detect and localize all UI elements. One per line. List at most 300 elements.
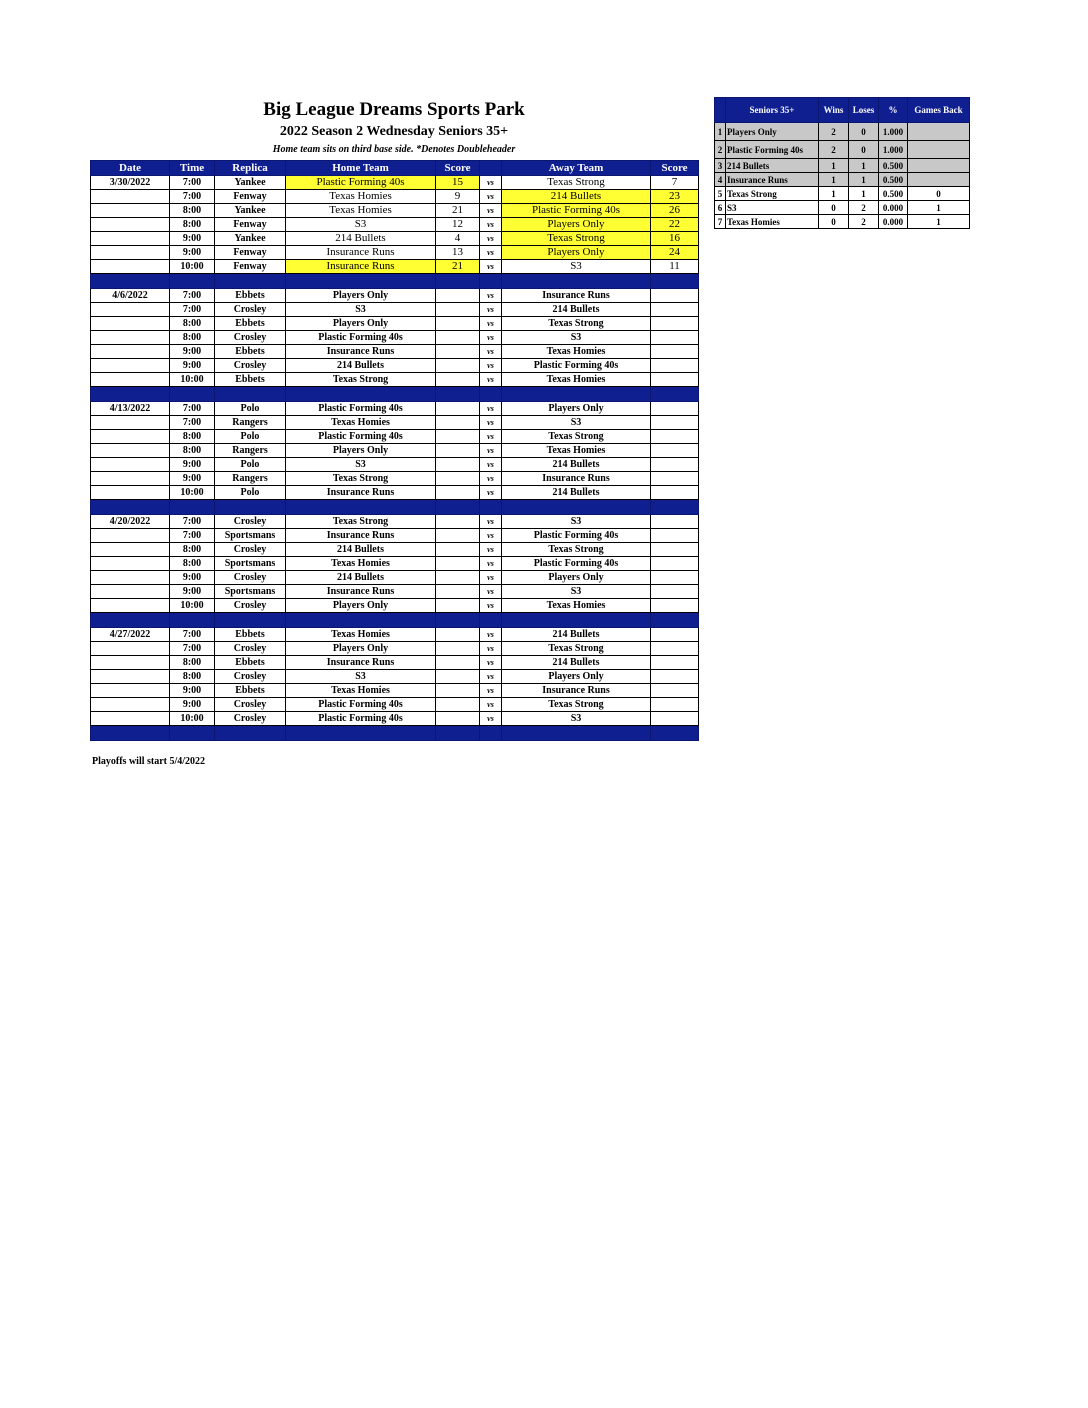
game-time: 9:00 (170, 585, 215, 599)
standings-pct: 1.000 (879, 123, 908, 141)
home-score (436, 303, 480, 317)
standings-rank: 3 (715, 159, 726, 173)
game-date-empty (91, 585, 170, 599)
standings-games-back: 1 (908, 201, 970, 215)
standings-row (715, 187, 970, 201)
standings-loses: 1 (849, 159, 879, 173)
home-score (436, 599, 480, 613)
away-score (651, 712, 699, 726)
schedule-row (91, 543, 699, 557)
schedule-row (91, 670, 699, 684)
game-time: 7:00 (170, 628, 215, 642)
vs-label: vs (480, 176, 502, 190)
away-team: Players Only (502, 218, 651, 232)
away-team: Texas Homies (502, 373, 651, 387)
away-team: Texas Strong (502, 543, 651, 557)
game-date-empty (91, 486, 170, 500)
separator-cell (502, 500, 651, 515)
game-time: 8:00 (170, 670, 215, 684)
game-date-empty (91, 190, 170, 204)
vs-label: vs (480, 232, 502, 246)
game-time: 8:00 (170, 444, 215, 458)
game-field: Rangers (215, 444, 286, 458)
game-field: Crosley (215, 712, 286, 726)
away-score (651, 656, 699, 670)
game-time: 8:00 (170, 317, 215, 331)
game-date-empty (91, 260, 170, 274)
vs-label: vs (480, 458, 502, 472)
standings-row (715, 123, 970, 141)
away-score (651, 628, 699, 642)
standings-pct: 1.000 (879, 141, 908, 159)
vs-label: vs (480, 571, 502, 585)
home-score (436, 656, 480, 670)
separator-cell (215, 613, 286, 628)
vs-label: vs (480, 246, 502, 260)
home-team: Plastic Forming 40s (286, 176, 436, 190)
away-team: Plastic Forming 40s (502, 359, 651, 373)
vs-label: vs (480, 416, 502, 430)
standings-team: S3 (726, 201, 819, 215)
standings-wins: 1 (819, 159, 849, 173)
vs-label: vs (480, 218, 502, 232)
standings-row (715, 201, 970, 215)
game-time: 9:00 (170, 698, 215, 712)
standings-pct: 0.000 (879, 201, 908, 215)
separator-cell (480, 387, 502, 402)
game-field: Polo (215, 458, 286, 472)
game-time: 9:00 (170, 345, 215, 359)
game-date-empty (91, 218, 170, 232)
separator-cell (170, 387, 215, 402)
away-team: Texas Homies (502, 345, 651, 359)
schedule-row (91, 345, 699, 359)
away-team: Texas Strong (502, 232, 651, 246)
game-field: Crosley (215, 571, 286, 585)
away-score (651, 430, 699, 444)
schedule-row (91, 303, 699, 317)
separator-cell (91, 500, 170, 515)
schedule-row (91, 515, 699, 529)
standings-rank: 1 (715, 123, 726, 141)
game-field: Polo (215, 430, 286, 444)
game-field: Rangers (215, 472, 286, 486)
home-score (436, 331, 480, 345)
game-date: 3/30/2022 (91, 176, 170, 190)
game-date-empty (91, 698, 170, 712)
home-team: Insurance Runs (286, 585, 436, 599)
away-team: Insurance Runs (502, 684, 651, 698)
home-score (436, 486, 480, 500)
home-team: 214 Bullets (286, 543, 436, 557)
game-field: Fenway (215, 260, 286, 274)
schedule-row (91, 430, 699, 444)
away-team: S3 (502, 416, 651, 430)
away-score: 23 (651, 190, 699, 204)
vs-label: vs (480, 260, 502, 274)
away-team: S3 (502, 712, 651, 726)
home-score (436, 458, 480, 472)
away-score: 11 (651, 260, 699, 274)
standings-header-pct: % (879, 98, 908, 123)
home-team: Texas Homies (286, 557, 436, 571)
home-score (436, 585, 480, 599)
separator-cell (91, 274, 170, 289)
away-score: 26 (651, 204, 699, 218)
away-team: Texas Strong (502, 176, 651, 190)
separator-cell (286, 613, 436, 628)
away-score (651, 345, 699, 359)
col-header-date: Date (91, 161, 170, 176)
vs-label: vs (480, 331, 502, 345)
schedule-row (91, 176, 699, 190)
game-time: 7:00 (170, 642, 215, 656)
schedule-row (91, 529, 699, 543)
away-score: 16 (651, 232, 699, 246)
away-score (651, 670, 699, 684)
game-time: 7:00 (170, 529, 215, 543)
standings-row (715, 159, 970, 173)
game-time: 9:00 (170, 571, 215, 585)
away-score (651, 543, 699, 557)
separator-cell (480, 613, 502, 628)
home-team: Players Only (286, 642, 436, 656)
standings-games-back (908, 123, 970, 141)
home-team: Texas Homies (286, 684, 436, 698)
game-date-empty (91, 712, 170, 726)
week-separator (91, 500, 699, 515)
home-score (436, 698, 480, 712)
vs-label: vs (480, 289, 502, 303)
home-team: 214 Bullets (286, 571, 436, 585)
away-score (651, 515, 699, 529)
home-score (436, 472, 480, 486)
standings-pct: 0.500 (879, 187, 908, 201)
game-date-empty (91, 373, 170, 387)
home-team: Insurance Runs (286, 486, 436, 500)
week-separator (91, 274, 699, 289)
away-score (651, 571, 699, 585)
standings-rank: 5 (715, 187, 726, 201)
away-score (651, 529, 699, 543)
game-field: Ebbets (215, 345, 286, 359)
page-note: Home team sits on third base side. *Denotes Doubleheader (272, 144, 516, 155)
game-time: 9:00 (170, 684, 215, 698)
vs-label: vs (480, 402, 502, 416)
game-time: 7:00 (170, 190, 215, 204)
home-team: Texas Homies (286, 190, 436, 204)
game-field: Crosley (215, 543, 286, 557)
game-field: Ebbets (215, 656, 286, 670)
home-score (436, 317, 480, 331)
game-field: Rangers (215, 416, 286, 430)
standings-loses: 1 (849, 173, 879, 187)
standings-team: Texas Strong (726, 187, 819, 201)
game-field: Crosley (215, 698, 286, 712)
week-separator (91, 726, 699, 741)
game-date-empty (91, 543, 170, 557)
home-score (436, 557, 480, 571)
vs-label: vs (480, 515, 502, 529)
vs-label: vs (480, 444, 502, 458)
game-date: 4/6/2022 (91, 289, 170, 303)
standings-table (714, 97, 970, 229)
vs-label: vs (480, 628, 502, 642)
schedule-row (91, 698, 699, 712)
home-score (436, 444, 480, 458)
separator-cell (502, 387, 651, 402)
standings-loses: 1 (849, 187, 879, 201)
standings-pct: 0.500 (879, 173, 908, 187)
away-team: 214 Bullets (502, 190, 651, 204)
separator-cell (170, 274, 215, 289)
standings-header-row (715, 98, 970, 123)
game-date: 4/20/2022 (91, 515, 170, 529)
vs-label: vs (480, 317, 502, 331)
game-date-empty (91, 670, 170, 684)
schedule-row (91, 402, 699, 416)
standings-rank: 4 (715, 173, 726, 187)
away-team: Players Only (502, 571, 651, 585)
page-title: Big League Dreams Sports Park (263, 99, 525, 120)
schedule-row (91, 359, 699, 373)
standings-header-games-back: Games Back (908, 98, 970, 123)
home-score (436, 345, 480, 359)
standings-games-back: 0 (908, 187, 970, 201)
away-team: 214 Bullets (502, 628, 651, 642)
away-team: 214 Bullets (502, 486, 651, 500)
home-score (436, 515, 480, 529)
home-team: Insurance Runs (286, 246, 436, 260)
standings-body (715, 123, 970, 229)
standings-games-back (908, 173, 970, 187)
home-team: Plastic Forming 40s (286, 331, 436, 345)
separator-cell (651, 387, 699, 402)
game-time: 8:00 (170, 218, 215, 232)
game-field: Crosley (215, 599, 286, 613)
away-team: Texas Strong (502, 317, 651, 331)
away-score (651, 289, 699, 303)
standings-loses: 2 (849, 215, 879, 229)
game-field: Yankee (215, 204, 286, 218)
separator-cell (502, 726, 651, 741)
vs-label: vs (480, 529, 502, 543)
game-date-empty (91, 204, 170, 218)
game-field: Fenway (215, 246, 286, 260)
home-score: 12 (436, 218, 480, 232)
game-time: 7:00 (170, 303, 215, 317)
vs-label: vs (480, 486, 502, 500)
schedule-row (91, 458, 699, 472)
schedule-row (91, 190, 699, 204)
game-field: Crosley (215, 515, 286, 529)
away-score (651, 402, 699, 416)
col-header-home-score: Score (436, 161, 480, 176)
vs-label: vs (480, 670, 502, 684)
standings-header-loses: Loses (849, 98, 879, 123)
vs-label: vs (480, 190, 502, 204)
schedule-row (91, 246, 699, 260)
separator-cell (170, 726, 215, 741)
standings-wins: 2 (819, 141, 849, 159)
vs-label: vs (480, 656, 502, 670)
schedule-row (91, 642, 699, 656)
game-field: Fenway (215, 190, 286, 204)
separator-cell (215, 274, 286, 289)
separator-cell (170, 613, 215, 628)
game-time: 10:00 (170, 260, 215, 274)
game-date-empty (91, 571, 170, 585)
page-subtitle: 2022 Season 2 Wednesday Seniors 35+ (279, 124, 509, 139)
separator-cell (502, 274, 651, 289)
schedule-body (91, 176, 699, 741)
col-header-home-team: Home Team (286, 161, 436, 176)
game-time: 10:00 (170, 486, 215, 500)
standings-rank: 7 (715, 215, 726, 229)
vs-label: vs (480, 373, 502, 387)
standings-pct: 0.000 (879, 215, 908, 229)
separator-cell (91, 613, 170, 628)
home-team: Texas Strong (286, 472, 436, 486)
home-score (436, 712, 480, 726)
separator-cell (91, 387, 170, 402)
game-date-empty (91, 458, 170, 472)
standings-wins: 1 (819, 173, 849, 187)
schedule-row (91, 232, 699, 246)
home-team: Texas Strong (286, 373, 436, 387)
game-date-empty (91, 430, 170, 444)
away-team: Texas Strong (502, 698, 651, 712)
schedule-row (91, 289, 699, 303)
game-date-empty (91, 232, 170, 246)
home-score: 9 (436, 190, 480, 204)
vs-label: vs (480, 204, 502, 218)
vs-label: vs (480, 472, 502, 486)
separator-cell (651, 726, 699, 741)
vs-label: vs (480, 712, 502, 726)
game-field: Polo (215, 402, 286, 416)
game-time: 7:00 (170, 515, 215, 529)
standings-header-wins: Wins (819, 98, 849, 123)
home-score (436, 289, 480, 303)
away-score (651, 444, 699, 458)
standings-row (715, 141, 970, 159)
game-time: 8:00 (170, 543, 215, 557)
schedule-row (91, 218, 699, 232)
standings-row (715, 215, 970, 229)
standings-team: Insurance Runs (726, 173, 819, 187)
away-team: S3 (502, 260, 651, 274)
home-score (436, 359, 480, 373)
game-field: Sportsmans (215, 585, 286, 599)
away-team: Players Only (502, 402, 651, 416)
separator-cell (480, 726, 502, 741)
away-team: Texas Strong (502, 642, 651, 656)
playoffs-note: Playoffs will start 5/4/2022 (92, 756, 206, 767)
game-time: 10:00 (170, 712, 215, 726)
away-score (651, 642, 699, 656)
standings-header-rank (715, 98, 726, 123)
home-team: Insurance Runs (286, 656, 436, 670)
away-score: 24 (651, 246, 699, 260)
vs-label: vs (480, 599, 502, 613)
game-time: 7:00 (170, 416, 215, 430)
game-field: Yankee (215, 232, 286, 246)
standings-rank: 2 (715, 141, 726, 159)
away-score (651, 557, 699, 571)
game-field: Crosley (215, 331, 286, 345)
vs-label: vs (480, 585, 502, 599)
away-score (651, 698, 699, 712)
separator-cell (436, 274, 480, 289)
game-field: Ebbets (215, 289, 286, 303)
home-score (436, 642, 480, 656)
separator-cell (215, 500, 286, 515)
standings-rank: 6 (715, 201, 726, 215)
separator-cell (436, 726, 480, 741)
game-field: Sportsmans (215, 529, 286, 543)
away-team: Texas Strong (502, 430, 651, 444)
home-team: Insurance Runs (286, 529, 436, 543)
game-date-empty (91, 472, 170, 486)
away-score (651, 317, 699, 331)
standings-team: Texas Homies (726, 215, 819, 229)
game-field: Crosley (215, 642, 286, 656)
game-time: 10:00 (170, 373, 215, 387)
standings-team: 214 Bullets (726, 159, 819, 173)
game-field: Ebbets (215, 373, 286, 387)
away-score (651, 458, 699, 472)
game-date-empty (91, 246, 170, 260)
schedule-header-row (91, 161, 699, 176)
game-time: 8:00 (170, 331, 215, 345)
game-field: Ebbets (215, 317, 286, 331)
away-team: Plastic Forming 40s (502, 557, 651, 571)
home-team: Plastic Forming 40s (286, 430, 436, 444)
schedule-row (91, 416, 699, 430)
home-team: S3 (286, 218, 436, 232)
game-date-empty (91, 656, 170, 670)
home-team: S3 (286, 303, 436, 317)
home-score (436, 684, 480, 698)
home-team: Players Only (286, 317, 436, 331)
game-field: Sportsmans (215, 557, 286, 571)
standings-team: Players Only (726, 123, 819, 141)
game-field: Ebbets (215, 684, 286, 698)
away-score (651, 684, 699, 698)
vs-label: vs (480, 430, 502, 444)
separator-cell (286, 274, 436, 289)
home-team: Insurance Runs (286, 345, 436, 359)
game-time: 8:00 (170, 557, 215, 571)
separator-cell (215, 387, 286, 402)
vs-label: vs (480, 642, 502, 656)
game-field: Polo (215, 486, 286, 500)
game-date-empty (91, 444, 170, 458)
separator-cell (480, 500, 502, 515)
vs-label: vs (480, 543, 502, 557)
game-date-empty (91, 317, 170, 331)
game-field: Crosley (215, 359, 286, 373)
standings-games-back (908, 159, 970, 173)
away-score (651, 599, 699, 613)
schedule-row (91, 373, 699, 387)
schedule-table (90, 160, 699, 741)
home-team: Plastic Forming 40s (286, 698, 436, 712)
game-date: 4/27/2022 (91, 628, 170, 642)
standings-header-division: Seniors 35+ (726, 98, 819, 123)
separator-cell (91, 726, 170, 741)
